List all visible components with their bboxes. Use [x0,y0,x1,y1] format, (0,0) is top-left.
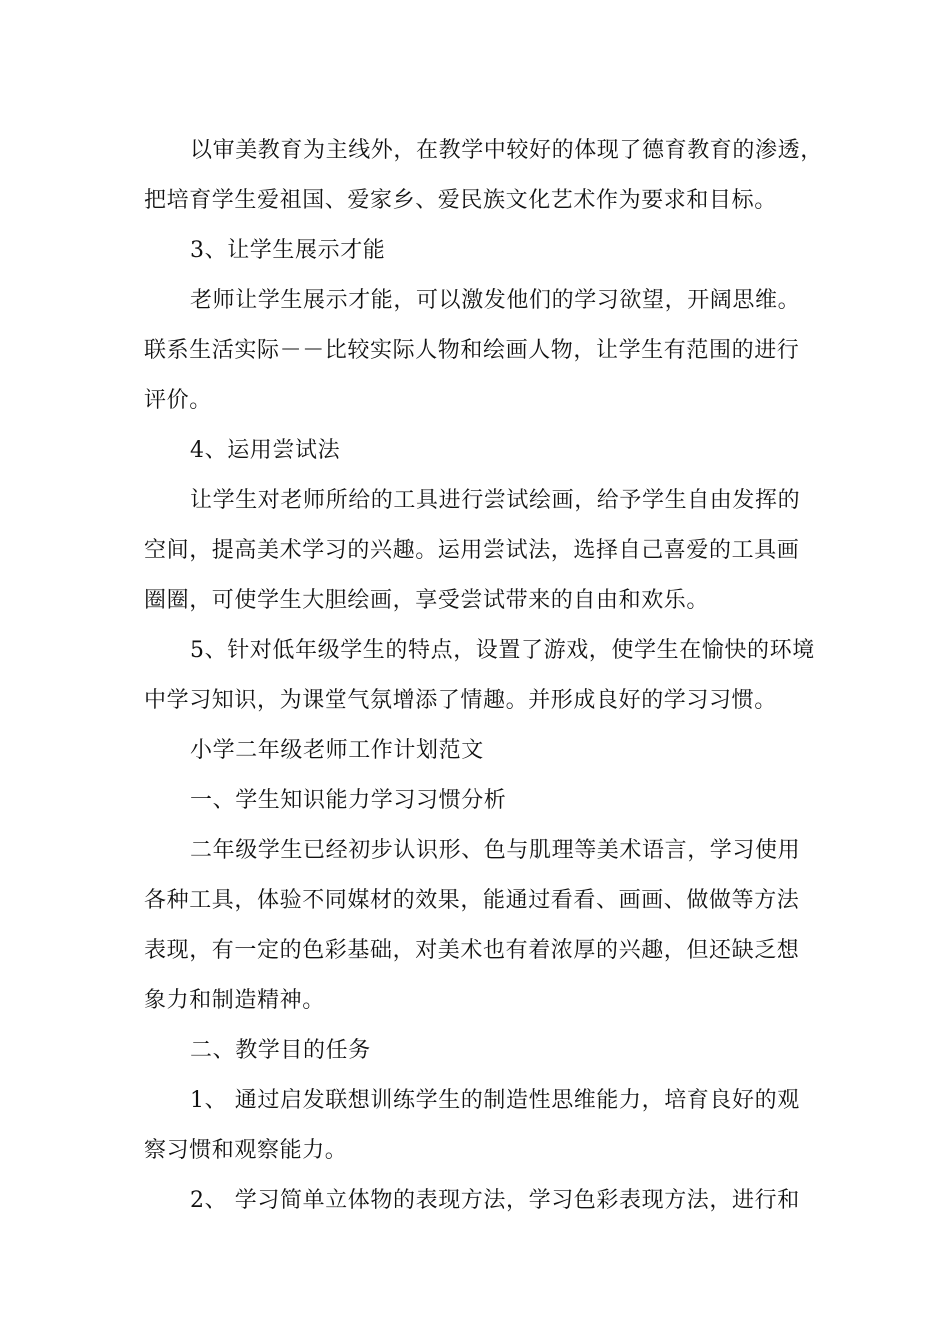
text-line: 察习惯和观察能力。 [144,1138,348,1163]
section-heading [144,226,810,276]
text-line: 评价。 [144,388,212,413]
text-line: 4、运用尝试法 [190,438,341,463]
text-line: 2、 学习简单立体物的表现方法，学习色彩表现方法，进行和 [190,1188,800,1213]
text-line: 联系生活实际－－比较实际人物和绘画人物，让学生有范围的进行 [144,338,800,363]
text-line: 3、让学生展示才能 [190,238,386,263]
text-line: 一、学生知识能力学习习惯分析 [190,788,507,813]
text-line: 把培育学生爱祖国、爱家乡、爱民族文化艺术作为要求和目标。 [144,188,777,213]
text-line: 象力和制造精神。 [144,988,325,1013]
document-title [144,726,810,776]
document-body [144,126,823,1226]
text-line: 二年级学生已经初步认识形、色与肌理等美术语言，学习使用 [190,838,801,863]
section-heading [144,426,810,476]
text-line: 1、 通过启发联想训练学生的制造性思维能力，培育良好的观 [190,1088,800,1113]
text-line: 中学习知识，为课堂气氛增添了情趣。并形成良好的学习习惯。 [144,688,777,713]
paragraph [144,626,815,726]
text-line: 5、针对低年级学生的特点，设置了游戏，使学生在愉快的环境 [190,638,815,663]
text-line: 以审美教育为主线外，在教学中较好的体现了德育教育的渗透， [190,138,823,163]
section-heading [144,1026,810,1076]
paragraph [144,1076,810,1176]
text-line: 表现，有一定的色彩基础，对美术也有着浓厚的兴趣，但还缺乏想 [144,938,800,963]
text-line: 二、教学目的任务 [190,1038,371,1063]
text-line: 让学生对老师所给的工具进行尝试绘画，给予学生自由发挥的 [190,488,801,513]
text-line: 空间，提高美术学习的兴趣。运用尝试法，选择自己喜爱的工具画 [144,538,800,563]
text-line: 圈圈，可使学生大胆绘画，享受尝试带来的自由和欢乐。 [144,588,710,613]
paragraph [144,476,810,626]
text-line: 老师让学生展示才能，可以激发他们的学习欲望，开阔思维。 [190,288,801,313]
paragraph [144,126,823,226]
section-heading [144,776,810,826]
paragraph [144,276,810,426]
text-line: 小学二年级老师工作计划范文 [190,738,484,763]
text-line: 各种工具，体验不同媒材的效果，能通过看看、画画、做做等方法 [144,888,800,913]
paragraph [144,1176,810,1226]
paragraph [144,826,810,1026]
